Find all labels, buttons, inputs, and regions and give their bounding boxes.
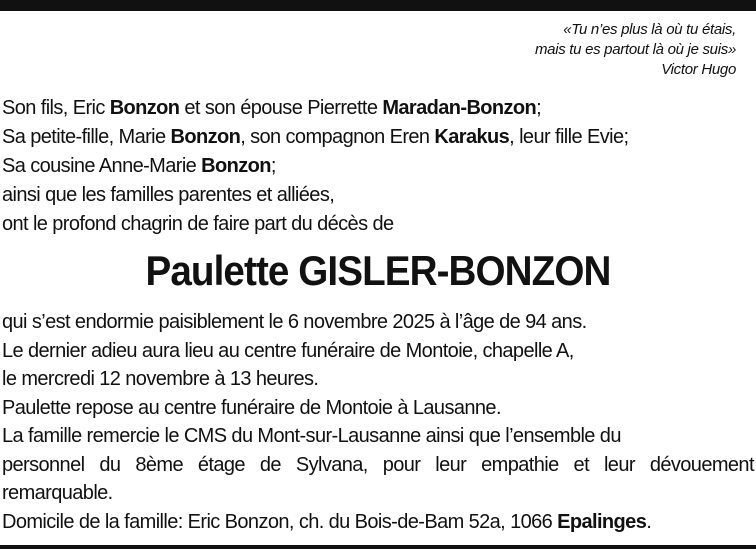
intro-text: Son fils, Eric — [2, 97, 110, 119]
word: leur — [435, 453, 467, 476]
body-line-3: le mercredi 12 novembre à 13 heures. — [2, 368, 319, 390]
intro-line-3 — [2, 152, 628, 181]
quote-line-2: mais tu es partout là où je suis» — [534, 41, 736, 58]
address-locality: Epalinges — [557, 510, 647, 533]
announcement-body — [2, 308, 754, 536]
body-line-6 — [2, 451, 754, 480]
word: 8ème — [135, 453, 183, 476]
intro-line-2 — [2, 123, 628, 152]
word: dévouement — [649, 453, 754, 476]
surname: Maradan-Bonzon — [382, 97, 537, 119]
intro-text: , son compagnon Eren — [240, 126, 435, 148]
word: de — [259, 453, 281, 476]
body-line-1: qui s’est endormie paisiblement le 6 novembre 2025 à l’âge de 94 ans. — [2, 311, 587, 333]
word: personnel — [2, 453, 85, 476]
quote-author: Victor Hugo — [661, 61, 736, 78]
intro-text: Sa petite-fille, Marie — [2, 126, 171, 148]
word: étage — [197, 453, 245, 476]
body-line-8 — [2, 508, 754, 537]
intro-text: ; — [536, 97, 542, 119]
word: du — [99, 453, 121, 476]
intro-text: ; — [270, 155, 276, 177]
intro-line-5: ont le profond chagrin de faire part du décès de — [2, 213, 394, 235]
address-text: Domicile de la famille: Eric Bonzon, ch. du Bois-de-Bam 52a, 1066 — [2, 510, 558, 533]
family-announcement — [2, 94, 628, 239]
intro-text: , leur fille Evie; — [509, 126, 629, 148]
intro-line-1 — [2, 94, 628, 123]
word: leur — [603, 453, 635, 476]
surname: Karakus — [434, 126, 510, 148]
surname: Bonzon — [109, 97, 180, 119]
word: pour — [382, 453, 421, 476]
body-line-2: Le dernier adieu aura lieu au centre funéraire de Montoie, chapelle A, — [2, 339, 574, 362]
surname: Bonzon — [170, 126, 241, 148]
intro-text: Sa cousine Anne-Marie — [2, 155, 202, 177]
body-line-7: remarquable. — [2, 482, 113, 504]
address-text: . — [646, 510, 652, 533]
word: Sylvana, — [295, 453, 368, 476]
word: empathie — [481, 453, 559, 476]
epigraph-quote — [535, 20, 736, 80]
deceased-name: Paulette GISLER-BONZON — [145, 247, 611, 294]
body-line-5: La famille remercie le CMS du Mont-sur-Lausanne ainsi que l’ensemble du — [2, 425, 621, 447]
word: et — [573, 453, 590, 476]
quote-line-1: «Tu n’es plus là où tu étais, — [563, 21, 736, 38]
intro-line-4: ainsi que les familles parentes et alliées, — [2, 184, 335, 206]
surname: Bonzon — [201, 155, 271, 177]
bottom-rule — [0, 545, 756, 549]
body-line-4: Paulette repose au centre funéraire de Montoie à Lausanne. — [2, 396, 501, 419]
intro-text: et son épouse Pierrette — [179, 97, 383, 119]
top-rule — [0, 0, 756, 11]
